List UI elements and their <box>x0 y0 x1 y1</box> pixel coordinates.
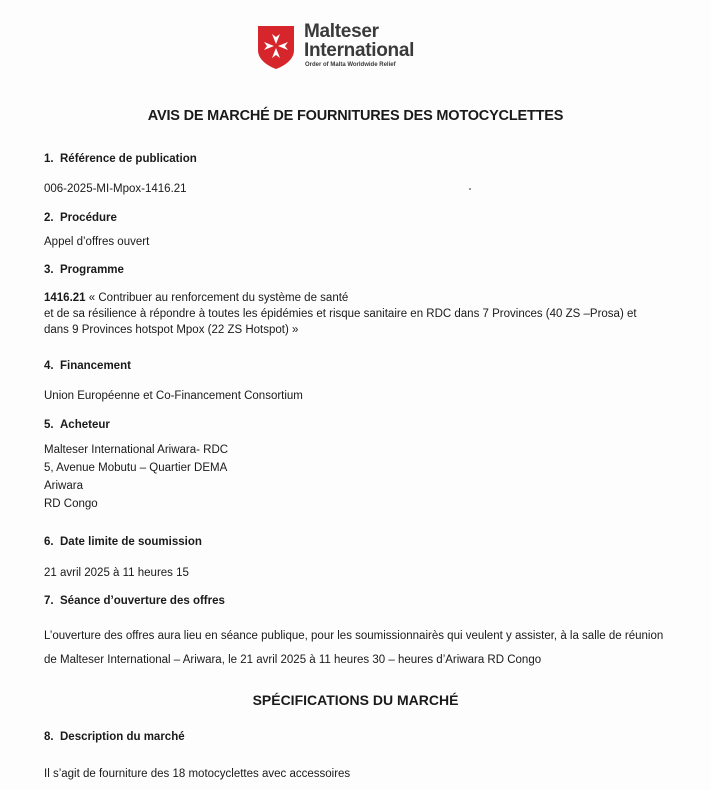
section-7-heading: 7. Séance d’ouverture des offres <box>44 595 225 607</box>
section-4-heading: 4. Financement <box>44 360 131 372</box>
section-3-heading: 3. Programme <box>44 264 124 276</box>
scan-speck <box>469 188 471 190</box>
maltese-cross-shield-icon <box>256 24 296 70</box>
section-8-heading: 8. Description du marché <box>44 731 185 743</box>
logo-wordmark: Malteser International <box>304 21 415 61</box>
specifications-title: SPÉCIFICATIONS DU MARCHÉ <box>252 692 459 708</box>
section-1-heading: 1. Référence de publication <box>44 153 197 165</box>
submission-deadline: 21 avril 2025 à 11 heures 15 <box>44 567 189 579</box>
section-6-heading: 6. Date limite de soumission <box>44 536 202 548</box>
procedure-text: Appel d’offres ouvert <box>44 236 150 248</box>
market-description: Il s’agit de fourniture des 18 motocyclettes avec accessoires <box>44 768 351 780</box>
logo-tagline: Order of Malta Worldwide Relief <box>305 62 396 68</box>
programme-text: 1416.21 « Contribuer au renforcement du système de santé et de sa résilience à répondre à toutes les épidémies et risque sanitaire en RDC dans 7 Provinces (40 ZS –Prosa) et dans 9 Provinces hotspot Mpox (22 ZS Hotspot) » <box>44 292 637 336</box>
financing-text: Union Européenne et Co-Financement Consortium <box>44 390 303 402</box>
document-title: AVIS DE MARCHÉ DE FOURNITURES DES MOTOCYCLETTES <box>147 108 564 124</box>
publication-reference: 006-2025-MI-Mpox-1416.21 <box>44 183 187 195</box>
section-5-heading: 5. Acheteur <box>44 419 110 431</box>
malteser-logo <box>256 22 426 72</box>
section-2-heading: 2. Procédure <box>44 212 117 224</box>
opening-session-text: L’ouverture des offres aura lieu en séance publique, pour les soumissionnairès qui veulent y assister, à la salle de réunion de Malteser International – Ariwara, le 21 avril 2025 à 11 heures 30 – heures d’Ariwara RD Congo <box>44 630 664 666</box>
buyer-address: Malteser International Ariwara- RDC 5, Avenue Mobutu – Quartier DEMA Ariwara RD Congo <box>44 444 229 510</box>
